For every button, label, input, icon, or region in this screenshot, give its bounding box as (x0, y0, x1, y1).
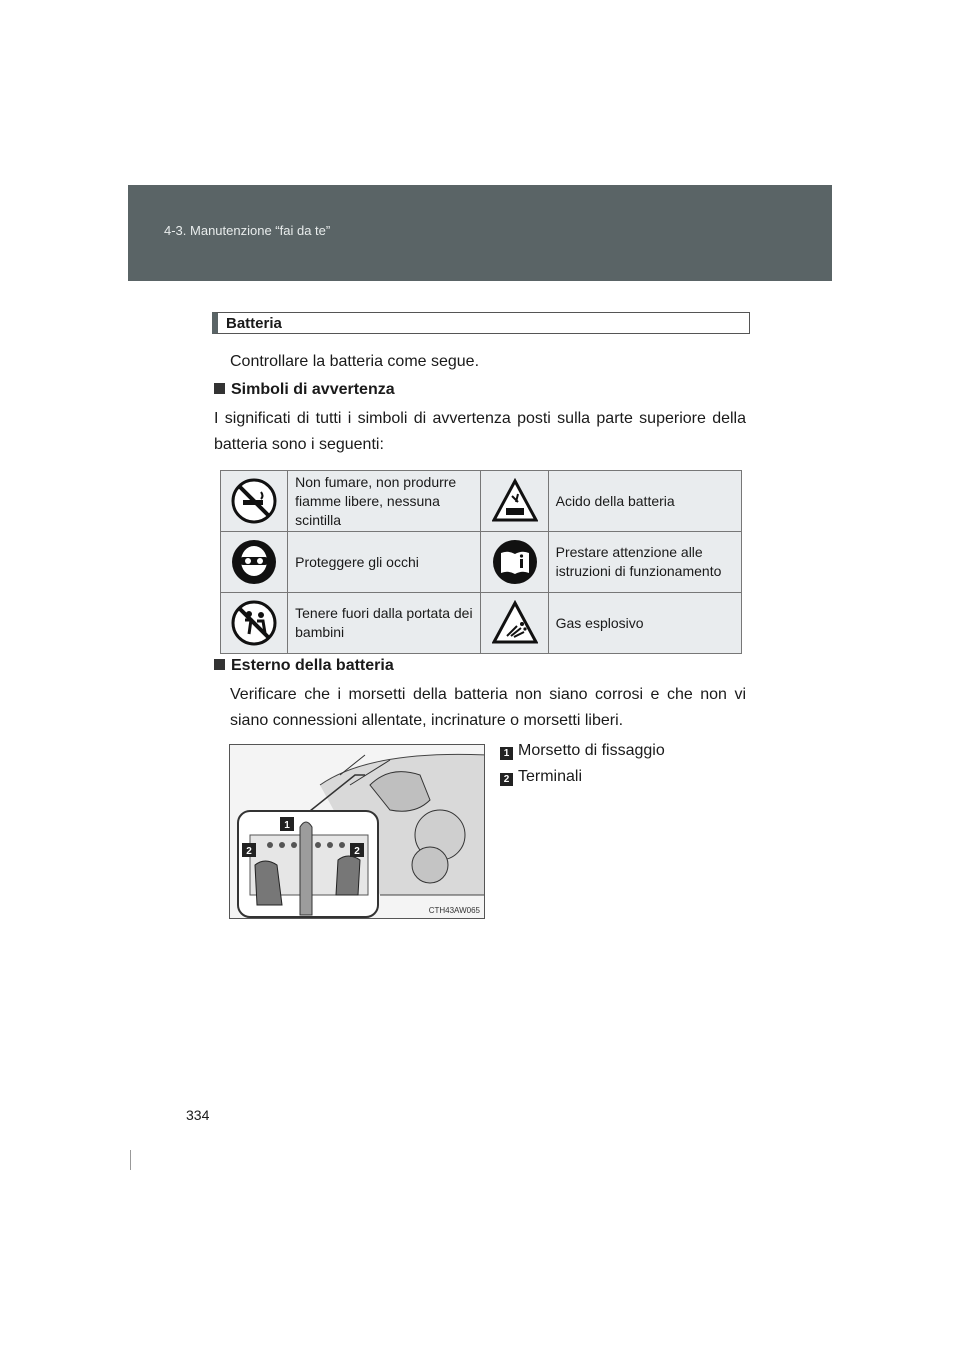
crop-mark (130, 1150, 131, 1170)
page-number: 334 (186, 1107, 210, 1123)
symbol-label: Prestare attenzione alle istruzioni di funzionamento (548, 532, 741, 593)
symbol-label: Non fumare, non produrre fiamme libere, nessuna scintilla (288, 471, 481, 532)
figure-code: CTH43AW065 (428, 906, 480, 915)
bullet-square-icon (214, 383, 225, 394)
legend-item: 1 Morsetto di fissaggio (500, 742, 665, 760)
section-path: 4-3. Manutenzione “fai da te” (164, 223, 331, 238)
symbol-label: Proteggere gli occhi (288, 532, 481, 593)
table-row (221, 471, 742, 532)
battery-acid-icon (492, 478, 538, 524)
warning-symbols-table (220, 470, 742, 654)
table-row (221, 593, 742, 654)
symbol-label: Acido della batteria (548, 471, 741, 532)
table-row (221, 532, 742, 593)
section-title: Batteria (226, 315, 282, 332)
callout-2-left: 2 (246, 846, 252, 857)
eye-protection-icon (231, 539, 277, 585)
symbols-heading: Simboli di avvertenza (214, 381, 395, 399)
bullet-square-icon (214, 659, 225, 670)
read-manual-icon (492, 539, 538, 585)
number-badge: 1 (500, 747, 513, 760)
intro-text: Controllare la batteria come segue. (230, 353, 480, 370)
exterior-heading: Esterno della batteria (214, 657, 394, 675)
page-header (128, 185, 832, 281)
symbol-label: Gas esplosivo (548, 593, 741, 654)
callout-1: 1 (284, 820, 290, 831)
legend-item: 2 Terminali (500, 768, 582, 786)
exterior-text: Verificare che i morsetti della batteria non siano corrosi e che non vi siano connessioni allentate, incrinature o morsetti liberi. (230, 686, 746, 729)
number-badge: 2 (500, 773, 513, 786)
section-title-bar (212, 312, 750, 334)
keep-children-away-icon (231, 600, 277, 646)
symbol-label: Tenere fuori dalla portata dei bambini (288, 593, 481, 654)
battery-illustration (230, 745, 485, 919)
callout-2-right: 2 (354, 846, 360, 857)
no-smoking-icon (231, 478, 277, 524)
battery-figure (229, 744, 485, 919)
symbols-text: I significati di tutti i simboli di avvertenza posti sulla parte superiore della batteria sono i seguenti: (214, 410, 746, 453)
explosive-gas-icon (492, 600, 538, 646)
